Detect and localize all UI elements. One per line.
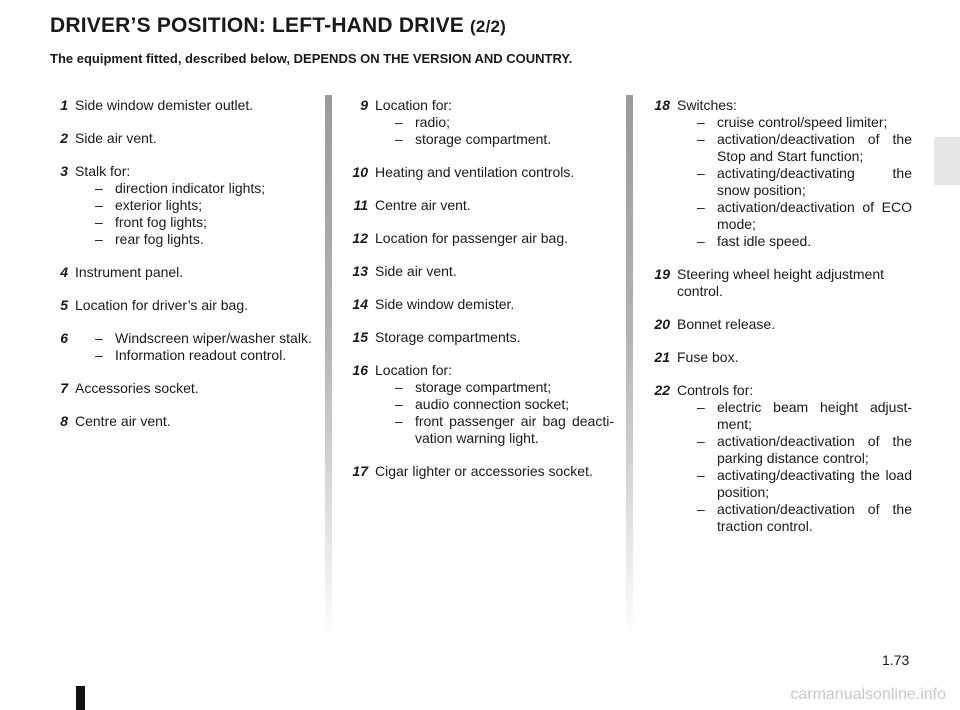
sub-item [75, 214, 312, 231]
item-text: Side air vent. [75, 130, 157, 146]
sub-item-text: activating/deactivating the load position; [717, 467, 912, 500]
item-number: 10 [352, 164, 368, 180]
sub-item [677, 131, 912, 165]
sub-item-text: activation/deactivation of the Stop and Start function; [717, 131, 912, 164]
item-text: Cigar lighter or accessories socket. [375, 463, 593, 479]
page-title-part: (2/2) [470, 17, 507, 36]
legend-column-1 [46, 97, 312, 446]
dash-bullet: – [395, 379, 403, 395]
sub-item-text: front passenger air bag deacti-vation warning light. [415, 413, 614, 446]
sub-item [677, 233, 912, 250]
item-number: 21 [654, 349, 670, 365]
sub-item-text: Windscreen wiper/washer stalk. [115, 330, 312, 346]
dash-bullet: – [697, 233, 705, 249]
sub-item-text: activation/deactivation of ECO mode; [717, 199, 912, 232]
legend-item [46, 264, 312, 281]
dash-bullet: – [95, 231, 103, 247]
dash-bullet: – [95, 197, 103, 213]
page-title-text: DRIVER’S POSITION: LEFT-HAND DRIVE [50, 14, 464, 37]
item-number: 2 [60, 130, 68, 146]
item-body [75, 380, 312, 397]
item-number: 14 [352, 296, 368, 312]
item-body [677, 97, 912, 250]
sub-item-text: exterior lights; [115, 197, 203, 213]
legend-item [346, 362, 614, 447]
sub-item [75, 347, 312, 364]
item-text: Controls for: [677, 382, 754, 398]
item-number: 15 [352, 329, 368, 345]
column-separator [626, 95, 633, 640]
item-body [375, 296, 614, 313]
item-number: 3 [60, 163, 68, 179]
item-text: Location for passenger air bag. [375, 230, 569, 246]
dash-bullet: – [95, 330, 103, 346]
item-body [375, 164, 614, 181]
watermark: carmanualsonline.info [790, 686, 946, 703]
item-number: 1 [60, 97, 68, 113]
legend-column-2 [346, 97, 614, 496]
item-body [375, 197, 614, 214]
item-body [375, 463, 614, 480]
item-text: Steering wheel height adjustment control. [677, 266, 885, 299]
legend-item [346, 164, 614, 181]
sub-item [75, 180, 312, 197]
legend-item [46, 330, 312, 364]
sub-item [677, 114, 912, 131]
sub-item-text: cruise control/speed limiter; [717, 114, 888, 130]
sub-item [375, 413, 614, 447]
sub-item [677, 399, 912, 433]
item-text: Location for driver’s air bag. [75, 297, 249, 313]
legend-item [648, 266, 912, 300]
item-number: 12 [352, 230, 368, 246]
legend-item [46, 413, 312, 430]
dash-bullet: – [395, 131, 403, 147]
item-text: Side window demister outlet. [75, 97, 254, 113]
item-number: 6 [60, 330, 68, 346]
legend-item [648, 316, 912, 333]
sub-item-text: activation/deactivation of the parking distance control; [717, 433, 912, 466]
sub-item-text: fast idle speed. [717, 233, 812, 249]
sub-item [375, 396, 614, 413]
legend-item [648, 349, 912, 366]
item-text: Side air vent. [375, 263, 457, 279]
item-number: 7 [60, 380, 68, 396]
item-number: 18 [654, 97, 670, 113]
sub-item [375, 114, 614, 131]
legend-item [346, 97, 614, 148]
page-title [50, 14, 506, 38]
dash-bullet: – [697, 165, 705, 181]
item-text: Switches: [677, 97, 737, 113]
item-text: Centre air vent. [75, 413, 171, 429]
item-body [75, 130, 312, 147]
item-body [677, 266, 912, 300]
item-text: Heating and ventilation controls. [375, 164, 575, 180]
sub-item-text: rear fog lights. [115, 231, 204, 247]
item-body [75, 297, 312, 314]
legend-item [648, 97, 912, 250]
dash-bullet: – [697, 114, 705, 130]
legend-item [648, 382, 912, 535]
legend-column-3 [648, 97, 912, 551]
sub-item-text: Information readout control. [115, 347, 287, 363]
column-separator [325, 95, 332, 640]
corner-mark [76, 686, 85, 710]
sub-item-text: activating/deactivating the snow position; [717, 165, 912, 198]
dash-bullet: – [95, 214, 103, 230]
sub-item [677, 467, 912, 501]
sub-item-text: audio connection socket; [415, 396, 570, 412]
sub-item [375, 131, 614, 148]
legend-item [346, 329, 614, 346]
sub-item-text: direction indicator lights; [115, 180, 266, 196]
item-text: Location for: [375, 97, 453, 113]
sub-item [375, 379, 614, 396]
item-number: 22 [654, 382, 670, 398]
sub-item-text: electric beam height adjust-ment; [717, 399, 912, 432]
item-body [677, 349, 912, 366]
sub-item [677, 433, 912, 467]
item-number: 11 [353, 197, 368, 213]
legend-item [346, 197, 614, 214]
dash-bullet: – [395, 396, 403, 412]
dash-bullet: – [395, 114, 403, 130]
item-body [75, 264, 312, 281]
sub-item-text: front fog lights; [115, 214, 207, 230]
dash-bullet: – [395, 413, 403, 429]
sub-item [677, 501, 912, 535]
item-text: Storage compartments. [375, 329, 521, 345]
item-body [375, 230, 614, 247]
item-text: Accessories socket. [75, 380, 199, 396]
item-text: Instrument panel. [75, 264, 184, 280]
item-body [677, 382, 912, 535]
version-notice: The equipment fitted, described below, DEPENDS ON THE VERSION AND COUNTRY. [50, 51, 573, 66]
dash-bullet: – [697, 399, 705, 415]
item-number: 17 [352, 463, 368, 479]
item-body [75, 97, 312, 114]
sub-item [75, 231, 312, 248]
item-number: 16 [352, 362, 368, 378]
legend-item [46, 130, 312, 147]
legend-item [46, 163, 312, 248]
legend-item [346, 296, 614, 313]
dash-bullet: – [95, 347, 103, 363]
dash-bullet: – [95, 180, 103, 196]
item-number: 19 [654, 266, 670, 282]
sub-item [75, 197, 312, 214]
dash-bullet: – [697, 501, 705, 517]
page-number: 1.73 [882, 652, 910, 668]
item-text: Side window demister. [375, 296, 515, 312]
sub-item-text: activation/deactivation of the traction control. [717, 501, 912, 534]
sub-item-text: storage compartment; [415, 379, 552, 395]
legend-item [46, 297, 312, 314]
item-body [677, 316, 912, 333]
sub-item-text: radio; [415, 114, 451, 130]
item-number: 8 [60, 413, 68, 429]
item-number: 13 [352, 263, 368, 279]
item-number: 9 [360, 97, 368, 113]
dash-bullet: – [697, 199, 705, 215]
item-body [75, 163, 312, 248]
legend-item [346, 230, 614, 247]
dash-bullet: – [697, 467, 705, 483]
section-tab [934, 137, 960, 185]
dash-bullet: – [697, 433, 705, 449]
dash-bullet: – [697, 131, 705, 147]
item-text: Fuse box. [677, 349, 739, 365]
item-text: Centre air vent. [375, 197, 471, 213]
sub-item [677, 165, 912, 199]
item-text: Stalk for: [75, 163, 131, 179]
item-number: 20 [654, 316, 670, 332]
item-text: Bonnet release. [677, 316, 776, 332]
legend-item [346, 463, 614, 480]
legend-item [346, 263, 614, 280]
item-number: 4 [60, 264, 68, 280]
item-body [375, 97, 614, 148]
item-body [375, 329, 614, 346]
item-number: 5 [60, 297, 68, 313]
item-body [375, 263, 614, 280]
sub-item-text: storage compartment. [415, 131, 552, 147]
sub-item [677, 199, 912, 233]
legend-item [46, 380, 312, 397]
item-body [75, 330, 312, 364]
item-text: Location for: [375, 362, 453, 378]
legend-item [46, 97, 312, 114]
item-body [75, 413, 312, 430]
sub-item [75, 330, 312, 347]
item-body [375, 362, 614, 447]
